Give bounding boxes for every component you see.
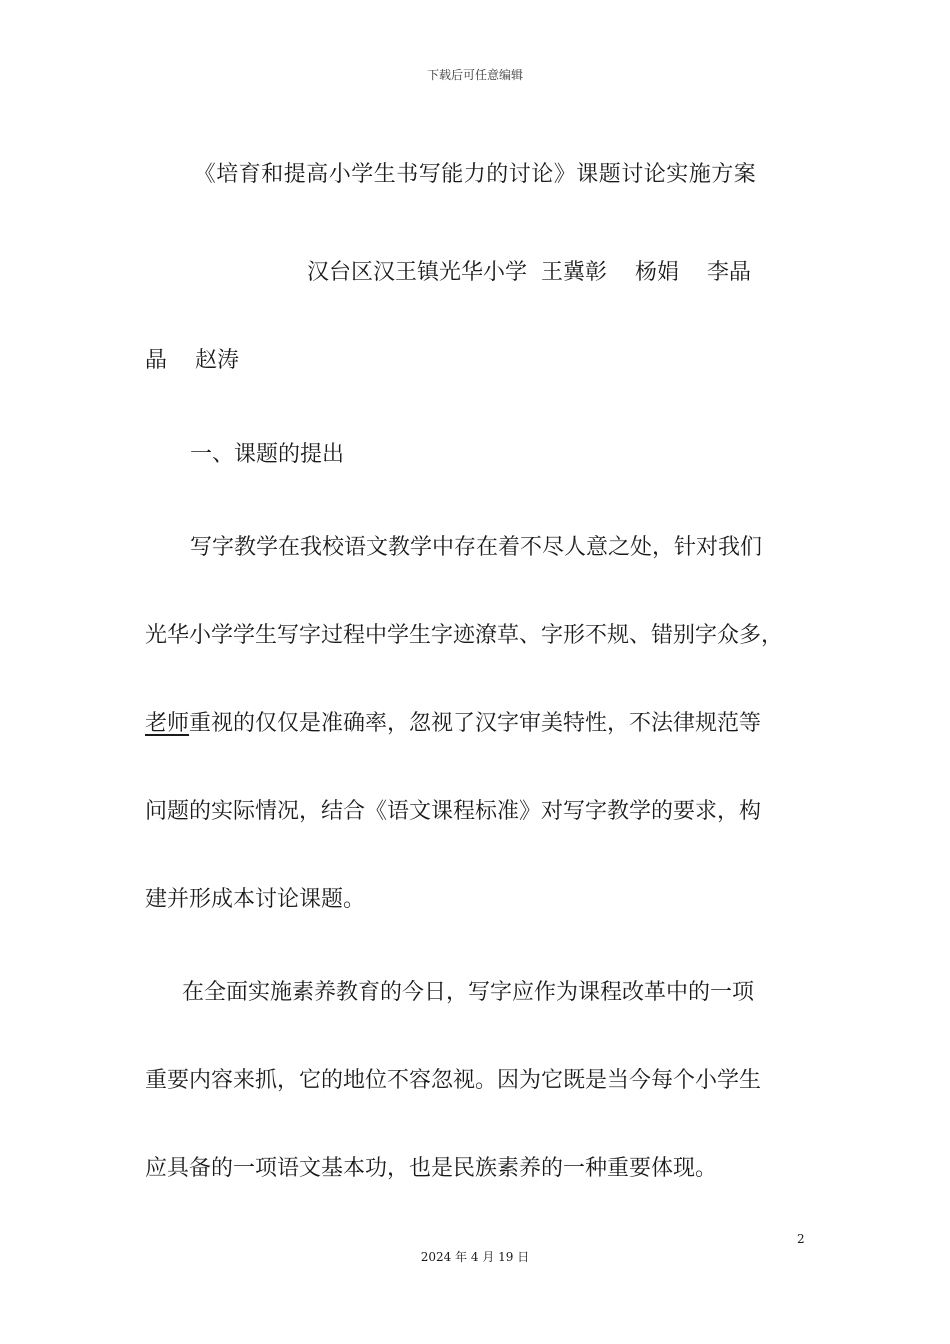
paragraph-line: 写字教学在我校语文教学中存在着不尽人意之处，针对我们 bbox=[190, 535, 763, 560]
author-name: 赵涛 bbox=[195, 348, 240, 373]
author-name-continued: 晶 bbox=[145, 348, 168, 373]
paragraph-line: 重要内容来抓，它的地位不容忽视。因为它既是当今每个小学生 bbox=[145, 1068, 762, 1093]
underlined-link-text[interactable]: 老师 bbox=[145, 711, 190, 736]
page-number: 2 bbox=[797, 1232, 805, 1246]
paragraph-line: 建并形成本讨论课题。 bbox=[145, 887, 366, 912]
footer-date: 2024 年 4 月 19 日 bbox=[420, 1250, 530, 1264]
paragraph-text: 重视的仅仅是准确率，忽视了汉字审美特性，不法律规范等 bbox=[189, 711, 762, 736]
authors-line-1 bbox=[307, 255, 751, 286]
header-note: 下载后可任意编辑 bbox=[426, 68, 523, 82]
school-name: 汉台区汉王镇光华小学 bbox=[307, 260, 528, 285]
paragraph-line bbox=[145, 706, 761, 737]
document-title: 《培育和提高小学生书写能力的讨论》课题讨论实施方案 bbox=[193, 162, 757, 187]
paragraph-line: 问题的实际情况，结合《语文课程标准》对写字教学的要求，构 bbox=[145, 799, 762, 824]
authors-line-2 bbox=[145, 343, 239, 374]
section-heading: 一、课题的提出 bbox=[190, 442, 345, 467]
author-name: 李晶 bbox=[707, 260, 752, 285]
author-name: 王冀彰 bbox=[541, 260, 608, 285]
paragraph-line: 在全面实施素养教育的今日，写字应作为课程改革中的一项 bbox=[182, 980, 755, 1005]
paragraph-line: 光华小学学生写字过程中学生字迹潦草、字形不规、错别字众多， bbox=[145, 623, 784, 648]
author-name: 杨娟 bbox=[635, 260, 680, 285]
paragraph-line: 应具备的一项语文基本功，也是民族素养的一种重要体现。 bbox=[145, 1156, 718, 1181]
